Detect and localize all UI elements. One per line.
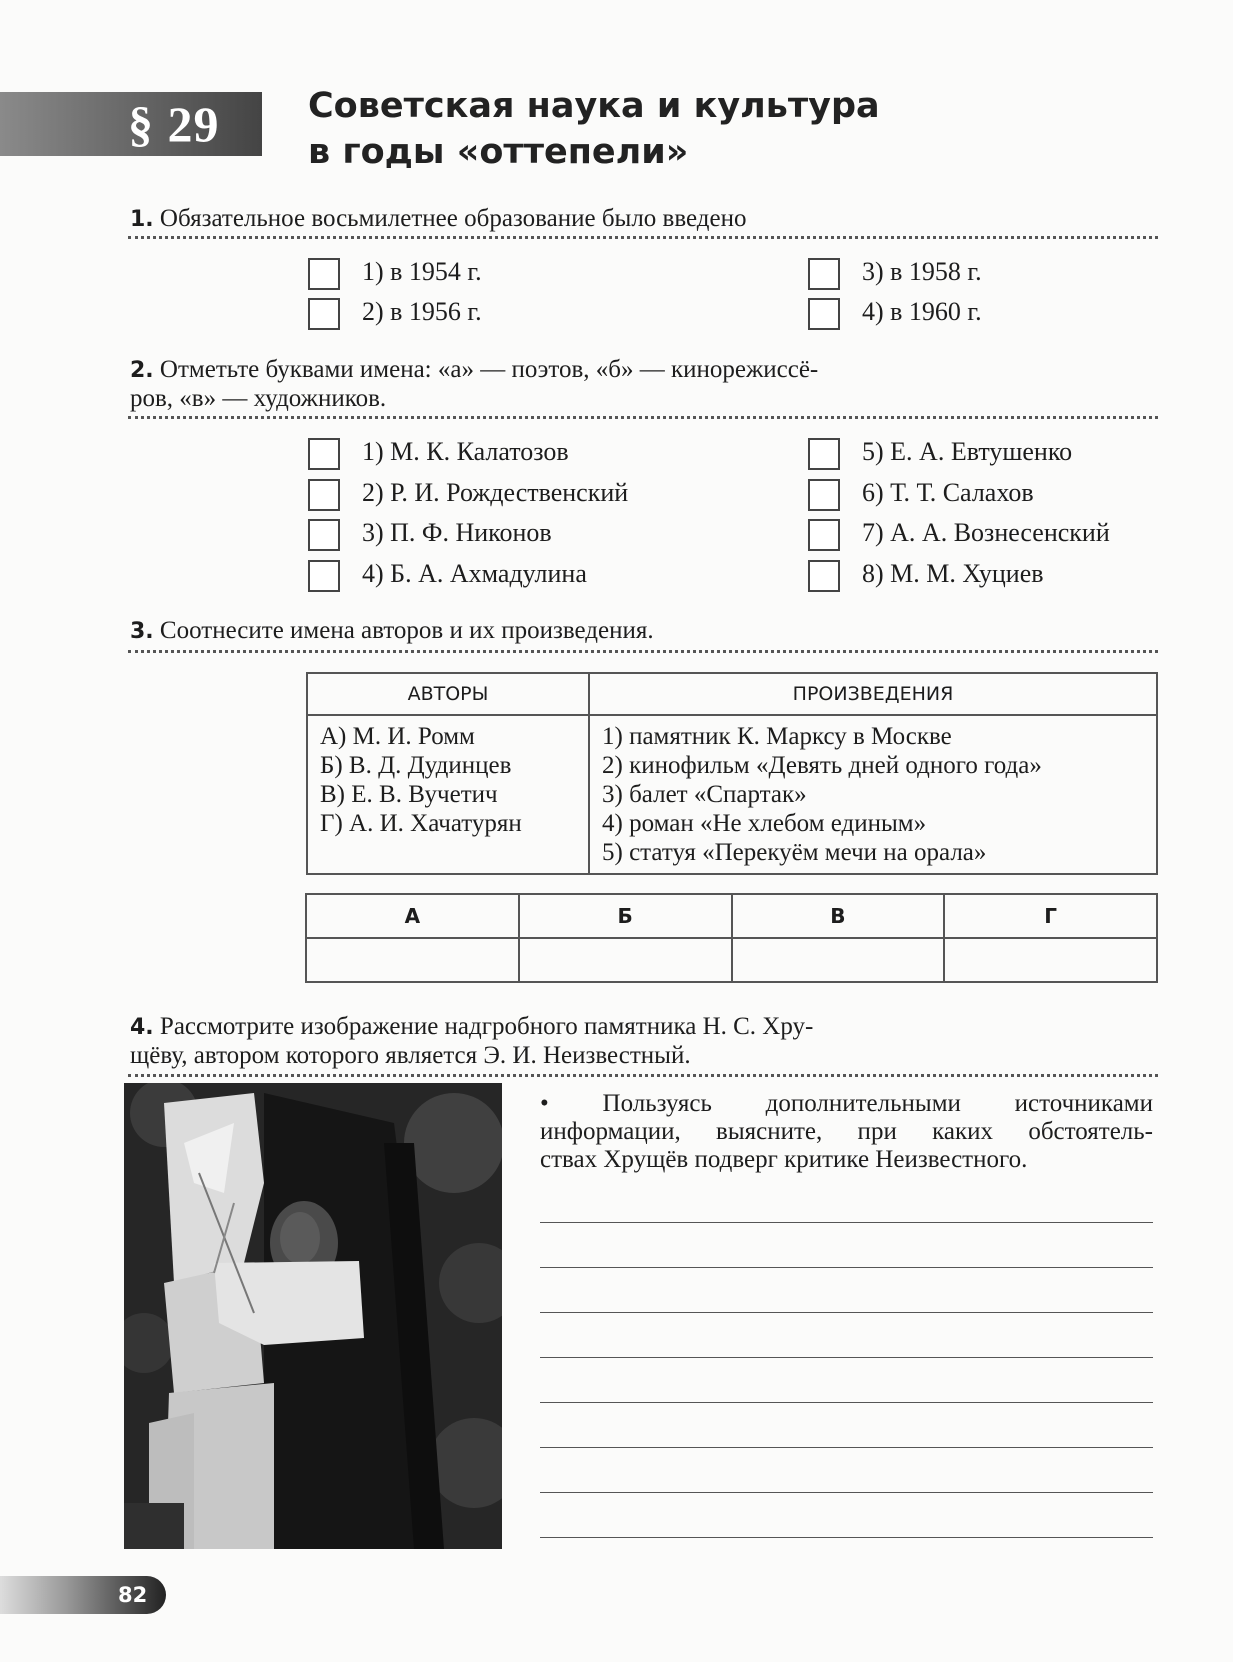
option-label: 1) М. К. Калатозов	[362, 437, 569, 466]
checkbox[interactable]	[308, 560, 340, 592]
checkbox[interactable]	[308, 438, 340, 470]
option-label: 3) П. Ф. Никонов	[362, 518, 552, 547]
answer-line[interactable]	[540, 1402, 1153, 1403]
q4-task	[540, 1090, 1153, 1174]
q4-number: 4.	[130, 1015, 154, 1040]
q3-dotted-line	[128, 650, 1158, 653]
q1-option-4[interactable]	[808, 294, 982, 330]
answer-header-g: Г	[944, 894, 1157, 938]
q2-option-7[interactable]	[808, 515, 1110, 551]
answer-cell-v[interactable]	[732, 938, 945, 982]
answer-line[interactable]	[540, 1357, 1153, 1358]
q4-dotted-line	[128, 1074, 1158, 1077]
option-label: 2) Р. И. Рождественский	[362, 478, 629, 507]
author-item: Г) А. И. Хачатурян	[320, 810, 522, 837]
monument-photo	[124, 1083, 502, 1549]
checkbox[interactable]	[808, 519, 840, 551]
q4-task-line1: • Пользуясь дополнительными источниками	[540, 1090, 1153, 1117]
author-item: А) М. И. Ромм	[320, 723, 475, 750]
q4-task-line2: информации, выясните, при каких обстоятель-	[540, 1118, 1153, 1145]
authors-header: АВТОРЫ	[307, 673, 589, 715]
q1-option-1[interactable]	[308, 254, 482, 290]
checkbox[interactable]	[808, 479, 840, 511]
q1-prompt	[130, 205, 746, 234]
q1-number: 1.	[130, 207, 154, 232]
q2-text-line1: Отметьте буквами имена: «а» — поэтов, «б» — кинорежиссё-	[159, 356, 819, 383]
work-item: 3) балет «Спартак»	[602, 781, 807, 808]
checkbox[interactable]	[308, 298, 340, 330]
work-item: 1) памятник К. Марксу в Москве	[602, 723, 952, 750]
checkbox[interactable]	[808, 298, 840, 330]
checkbox[interactable]	[308, 258, 340, 290]
q3-number: 3.	[130, 619, 154, 644]
author-item: В) Е. В. Вучетич	[320, 781, 498, 808]
page-title-line1: Советская наука и культура	[308, 86, 880, 126]
option-label: 6) Т. Т. Салахов	[862, 478, 1034, 507]
answer-line[interactable]	[540, 1222, 1153, 1223]
work-item: 2) кинофильм «Девять дней одного года»	[602, 752, 1042, 779]
option-label: 4) Б. А. Ахмадулина	[362, 559, 587, 588]
answer-line[interactable]	[540, 1492, 1153, 1493]
answer-header-v: В	[732, 894, 945, 938]
option-label: 8) М. М. Хуциев	[862, 559, 1044, 588]
answer-cell-a[interactable]	[306, 938, 519, 982]
q4-text-line1: Рассмотрите изображение надгробного памятника Н. С. Хру-	[159, 1013, 814, 1040]
q1-dotted-line	[128, 236, 1158, 239]
answer-cell-g[interactable]	[944, 938, 1157, 982]
q2-dotted-line	[128, 416, 1158, 419]
answer-line[interactable]	[540, 1447, 1153, 1448]
answer-cell-b[interactable]	[519, 938, 732, 982]
q2-number: 2.	[130, 358, 154, 383]
section-number: § 29	[128, 96, 220, 152]
q1-option-2[interactable]	[308, 294, 482, 330]
option-label: 2) в 1956 г.	[362, 297, 482, 326]
q3-text: Соотнесите имена авторов и их произведения.	[159, 617, 654, 644]
authors-cell	[307, 715, 589, 874]
q2-option-1[interactable]	[308, 434, 569, 470]
checkbox[interactable]	[808, 258, 840, 290]
work-item: 4) роман «Не хлебом единым»	[602, 810, 927, 837]
q2-prompt	[130, 356, 990, 413]
answer-header-a: А	[306, 894, 519, 938]
q2-option-6[interactable]	[808, 475, 1034, 511]
checkbox[interactable]	[308, 479, 340, 511]
checkbox[interactable]	[808, 438, 840, 470]
option-label: 1) в 1954 г.	[362, 257, 482, 286]
q3-prompt	[130, 617, 654, 646]
q4-task-line3: ствах Хрущёв подверг критике Неизвестного.	[540, 1146, 1028, 1173]
option-label: 3) в 1958 г.	[862, 257, 982, 286]
option-label: 7) А. А. Вознесенский	[862, 518, 1110, 547]
option-label: 5) Е. А. Евтушенко	[862, 437, 1073, 466]
checkbox[interactable]	[808, 560, 840, 592]
answer-table	[305, 893, 1158, 983]
checkbox[interactable]	[308, 519, 340, 551]
works-cell	[589, 715, 1157, 874]
q2-option-4[interactable]	[308, 556, 587, 592]
work-item: 5) статуя «Перекуём мечи на орала»	[602, 839, 987, 866]
option-label: 4) в 1960 г.	[862, 297, 982, 326]
q1-text: Обязательное восьмилетнее образование было введено	[159, 205, 747, 232]
q2-option-5[interactable]	[808, 434, 1072, 470]
q2-option-2[interactable]	[308, 475, 628, 511]
author-item: Б) В. Д. Дудинцев	[320, 752, 512, 779]
q4-text-line2: щёву, автором которого является Э. И. Неизвестный.	[130, 1042, 691, 1069]
answer-line[interactable]	[540, 1267, 1153, 1268]
q2-option-8[interactable]	[808, 556, 1044, 592]
page-number: 82	[118, 1583, 148, 1607]
page-title-line2: в годы «оттепели»	[308, 132, 689, 172]
works-header: ПРОИЗВЕДЕНИЯ	[589, 673, 1157, 715]
authors-works-table	[306, 672, 1158, 875]
q2-option-3[interactable]	[308, 515, 552, 551]
q1-option-3[interactable]	[808, 254, 982, 290]
answer-line[interactable]	[540, 1312, 1153, 1313]
q4-prompt	[130, 1013, 1010, 1070]
q2-text-line2: ров, «в» — художников.	[130, 385, 387, 412]
answer-header-b: Б	[519, 894, 732, 938]
answer-line[interactable]	[540, 1537, 1153, 1538]
